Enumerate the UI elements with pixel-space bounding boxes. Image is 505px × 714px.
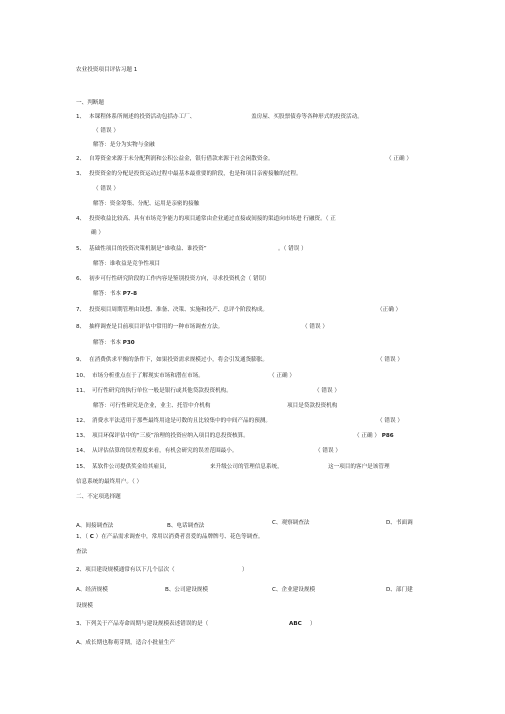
question-text: 投资资金的分配是投资运动过程中最基本最重要的阶段，也是和项目亲密接触的过程。 [89, 171, 302, 177]
question-text: 投资项目周期管理由设想、准备、决策、实施和投产、总评个阶段构成。 [89, 307, 269, 313]
question-text: 从评估估算的误差程度来看，有机会研究的误差范围最小。 [92, 448, 238, 454]
question-answer: ABC [289, 621, 302, 627]
answer-note [93, 292, 137, 298]
option-b: B、公司建设规模 [165, 587, 208, 593]
section-heading-choice: 二、不定项选择题 [76, 494, 121, 500]
doc-title: 农业投资项目评估习题 1 [76, 67, 138, 73]
question-text: 市场分析重点在于了解现实市场和潜在市场。 [92, 373, 204, 379]
option-a: A、经济规模 [76, 587, 108, 593]
question-answer: （ 错误 ） [302, 324, 328, 330]
question-text: 这一项目的客户是该管理 [328, 464, 390, 470]
answer-note-text: 解答：书本 [93, 291, 121, 297]
answer-note: 解答：是分为实物与金融 [93, 142, 155, 148]
question-text: 来升级公司的管理信息系统， [210, 464, 283, 470]
section-heading-judgement: 一、判断题 [76, 100, 104, 106]
option-c: C、企业建设规模 [272, 587, 316, 593]
answer-note: 解答：谁收益是竞争性项目 [93, 261, 161, 267]
question-number: 1、（ [76, 534, 88, 540]
question-number: 5、 [76, 246, 86, 252]
question-number: 12、 [76, 418, 89, 424]
question-number: 11、 [76, 388, 89, 394]
question-text-continued: 设规模 [76, 603, 93, 609]
question-text: 初步可行性研究阶段的工作内容是鉴别投资方向，寻求投资机会（ 错误） [89, 276, 270, 282]
option-c: C、观察调查法 [272, 520, 310, 526]
option-b: B、电话调查法 [167, 523, 205, 529]
question-text: 可行性研究的执行单位一般是银行或其他贷款投资机构。 [92, 388, 232, 394]
question-answer [354, 434, 394, 440]
question-answer: （ 错误 ） [93, 186, 119, 192]
question-text: 抽样调查是目前项目评估中常用的一种市场调查方法。 [89, 324, 224, 330]
question-text-continued: 查法 [76, 549, 88, 555]
page-reference: P30 [122, 340, 135, 346]
option-d: D、部门建 [386, 587, 413, 593]
answer-note: 解答：资金筹集、分配、运用是亲密的接触 [93, 201, 200, 207]
answer-note [93, 341, 135, 347]
question-number: 13、 [76, 433, 89, 439]
question-text: 项目环保评估中的“三废”治理的投资应纳入项目的总投资核算。 [92, 433, 249, 439]
question-number: 4、 [76, 216, 86, 222]
question-text-continued: 确 ） [91, 230, 104, 236]
question-number: 3、 [76, 171, 86, 177]
question-answer: （ 错误 ） [377, 357, 403, 363]
option-a: A、成长期也称萌芽期，适合小批量生产 [76, 640, 175, 646]
option-a: A、间接调查法 [76, 523, 114, 529]
page-reference: P7-8 [122, 291, 137, 297]
answer-note: 项目是贷款投资机构 [287, 403, 338, 409]
answer-note-text: 解答：书本 [93, 340, 121, 346]
question-number: 15、 [76, 464, 89, 470]
question-text: 自筹资金来源于未分配利润和公积公益金，银行借款来源于社会闲散资金。 [89, 156, 274, 162]
page-reference: P86 [381, 433, 394, 439]
question-text: 投资收益比较高、具有市场竞争能力的项目通常由企业通过直接或间接的渠道向市场进 行融资。（ 正 [89, 216, 336, 222]
answer-text: （ 正确 ） [354, 433, 380, 439]
question-answer: （ 错误 ） [314, 388, 340, 394]
question-number: 1、 [76, 114, 86, 120]
question-answer: 。（ 错误 ） [278, 246, 307, 252]
question-answer: （ 正确 ） [269, 373, 295, 379]
question-text: 基础性项目的投资决策机制是“谁收益、谁投资” [89, 246, 207, 252]
question-paren: ） [310, 621, 316, 627]
question-number: 9、 [76, 357, 86, 363]
question-number: 6、 [76, 276, 86, 282]
option-d: D、书面调 [386, 520, 413, 526]
question-text: 某软件公司提供奖金给其雇员， [92, 464, 171, 470]
question-number: 10、 [76, 373, 89, 379]
question-body: ）在产品需求调查中，常用以消费者喜爱的品牌牌号、花色等调查。 [95, 534, 264, 540]
question-answer: （ 错误 ） [377, 418, 403, 424]
question-text [76, 535, 263, 541]
question-number: 14、 [76, 448, 89, 454]
question-answer: （ 正确 ） [386, 156, 412, 162]
question-text: 本课程体系所阐述的投资活动包括办工厂、 [89, 114, 196, 120]
question-number: 7、 [76, 307, 86, 313]
question-text: 3、下列关于产品寿命周期与建设规模表述错误的是（ [76, 621, 209, 627]
question-answer: （ 错误 ） [315, 448, 341, 454]
answer-note: 解答：可行性研究是企业，业主、托管中介机构 [93, 403, 211, 409]
question-text: 在消费供求平衡的条件下，如果投资需求规模过小，将会引发通货膨胀。 [89, 357, 269, 363]
question-paren: ） [242, 567, 248, 573]
question-number: 2、 [76, 156, 86, 162]
question-answer: C [89, 534, 94, 540]
question-text: 盖房屋、买股票债券等各种形式的投资活动。 [251, 114, 363, 120]
question-text: 消费水平法适用于那些最终用途是可数的且比较集中的中间产品的预测。 [92, 418, 272, 424]
question-answer: （正确 ） [377, 307, 402, 313]
question-text: 2、项目建设规模通常有以下几个层次（ [76, 567, 175, 573]
question-answer: （ 错误 ） [93, 128, 119, 134]
question-number: 8、 [76, 324, 86, 330]
question-text-continued: 信息系统的最终用户。（ ） [76, 479, 143, 485]
